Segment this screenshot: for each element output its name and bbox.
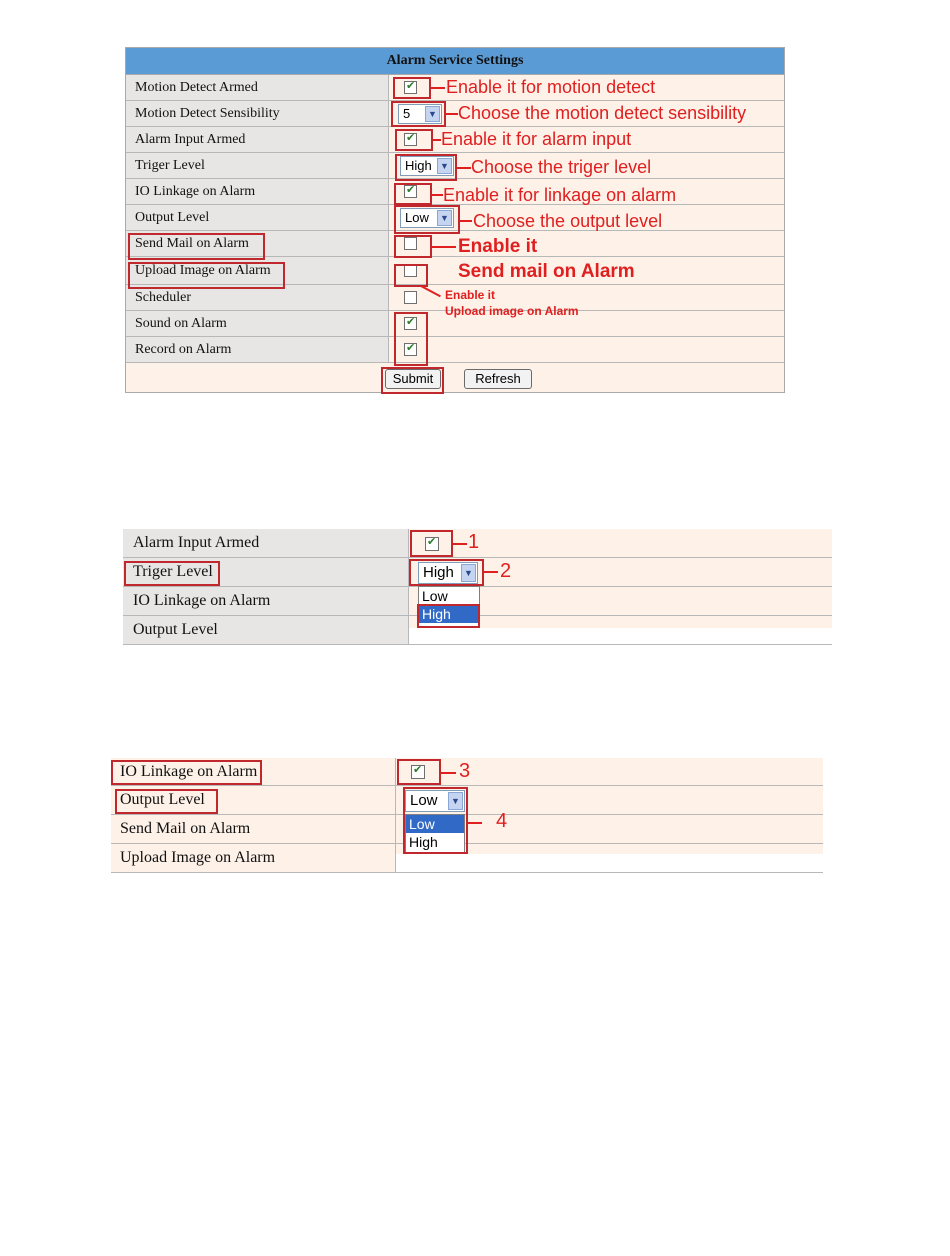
select-value: Low <box>410 792 438 809</box>
highlight-box <box>115 789 218 814</box>
highlight-box <box>394 205 460 234</box>
annotation-send-mail-detail: Send mail on Alarm <box>458 261 635 282</box>
highlight-box <box>391 101 446 127</box>
row-label: Output Level <box>123 616 409 644</box>
highlight-box <box>128 233 265 260</box>
select-value: 5 <box>403 106 411 121</box>
marker-1: 1 <box>468 531 480 553</box>
scheduler-checkbox[interactable] <box>404 291 417 304</box>
annotation-sensibility: Choose the motion detect sensibility <box>458 103 747 123</box>
connector-line <box>453 543 467 545</box>
highlight-box <box>394 312 428 366</box>
highlight-box <box>394 264 428 287</box>
annotation-send-mail: Enable it <box>458 236 538 257</box>
panel-title: Alarm Service Settings <box>126 48 784 75</box>
row-label: IO Linkage on Alarm <box>123 587 409 615</box>
highlight-box <box>397 759 441 785</box>
marker-3: 3 <box>459 760 471 782</box>
annotation-upload: Enable it <box>445 288 496 302</box>
highlight-box <box>128 262 285 289</box>
chevron-down-icon: ▼ <box>437 158 452 174</box>
select-value: High <box>423 564 454 581</box>
annotation-io-linkage: Enable it for linkage on alarm <box>443 185 677 205</box>
connector-line <box>460 220 472 222</box>
connector-line <box>432 246 456 248</box>
annotation-output-level: Choose the output level <box>473 211 663 231</box>
annotation-alarm-input: Enable it for alarm input <box>441 129 632 149</box>
dropdown-option-high[interactable]: High <box>419 605 479 623</box>
highlight-box <box>409 559 484 586</box>
row-label: IO Linkage on Alarm <box>126 179 389 204</box>
row-label: Motion Detect Armed <box>126 75 389 100</box>
highlight-box <box>417 604 480 628</box>
row-label: Motion Detect Sensibility <box>126 101 389 126</box>
chevron-down-icon: ▼ <box>448 792 463 810</box>
highlight-box <box>124 561 220 586</box>
highlight-box <box>403 787 468 854</box>
row-label: Output Level <box>111 786 396 814</box>
connector-line <box>468 822 482 824</box>
row-label: Send Mail on Alarm <box>126 231 389 256</box>
highlight-box <box>395 154 457 181</box>
dropdown-option-low[interactable]: Low <box>406 815 464 833</box>
row-label: Scheduler <box>126 285 389 310</box>
submit-button[interactable]: Submit <box>385 369 441 389</box>
row-record-on-alarm <box>126 337 784 363</box>
select-value: High <box>405 158 432 173</box>
dropdown-option-low[interactable]: Low <box>422 588 448 604</box>
highlight-box <box>395 129 433 151</box>
marker-4: 4 <box>496 810 508 832</box>
row-label: IO Linkage on Alarm <box>111 758 396 785</box>
highlight-box <box>394 183 432 205</box>
highlight-box <box>393 77 431 99</box>
row-label: Sound on Alarm <box>126 311 389 336</box>
refresh-button[interactable]: Refresh <box>464 369 532 389</box>
row-label: Triger Level <box>123 558 409 586</box>
connector-line <box>446 113 458 115</box>
annotation-upload-detail: Upload image on Alarm <box>445 304 579 318</box>
dropdown-option-high[interactable]: High <box>409 834 438 850</box>
highlight-box <box>111 760 262 785</box>
chevron-down-icon: ▼ <box>437 210 452 226</box>
annotation-motion-detect: Enable it for motion detect <box>446 77 656 97</box>
row-label: Triger Level <box>126 153 389 178</box>
connector-line <box>441 772 456 774</box>
annotation-triger-level: Choose the triger level <box>471 157 652 177</box>
row-label: Upload Image on Alarm <box>111 844 396 872</box>
connector-line <box>432 194 443 196</box>
connector-line <box>484 571 498 573</box>
row-label: Alarm Input Armed <box>123 529 409 557</box>
row-buttons <box>126 363 784 392</box>
highlight-box <box>410 530 453 557</box>
row-label: Upload Image on Alarm <box>126 257 389 284</box>
row-label: Alarm Input Armed <box>126 127 389 152</box>
row-label: Output Level <box>126 205 389 230</box>
chevron-down-icon: ▼ <box>461 564 476 582</box>
row-label: Send Mail on Alarm <box>111 815 396 843</box>
chevron-down-icon: ▼ <box>425 106 440 122</box>
highlight-box <box>394 235 432 258</box>
marker-2: 2 <box>500 560 512 582</box>
select-value: Low <box>405 210 429 225</box>
highlight-box <box>381 367 444 394</box>
row-label: Record on Alarm <box>126 337 389 362</box>
connector-line <box>431 87 445 89</box>
connector-line <box>433 139 441 141</box>
connector-line <box>457 167 471 169</box>
